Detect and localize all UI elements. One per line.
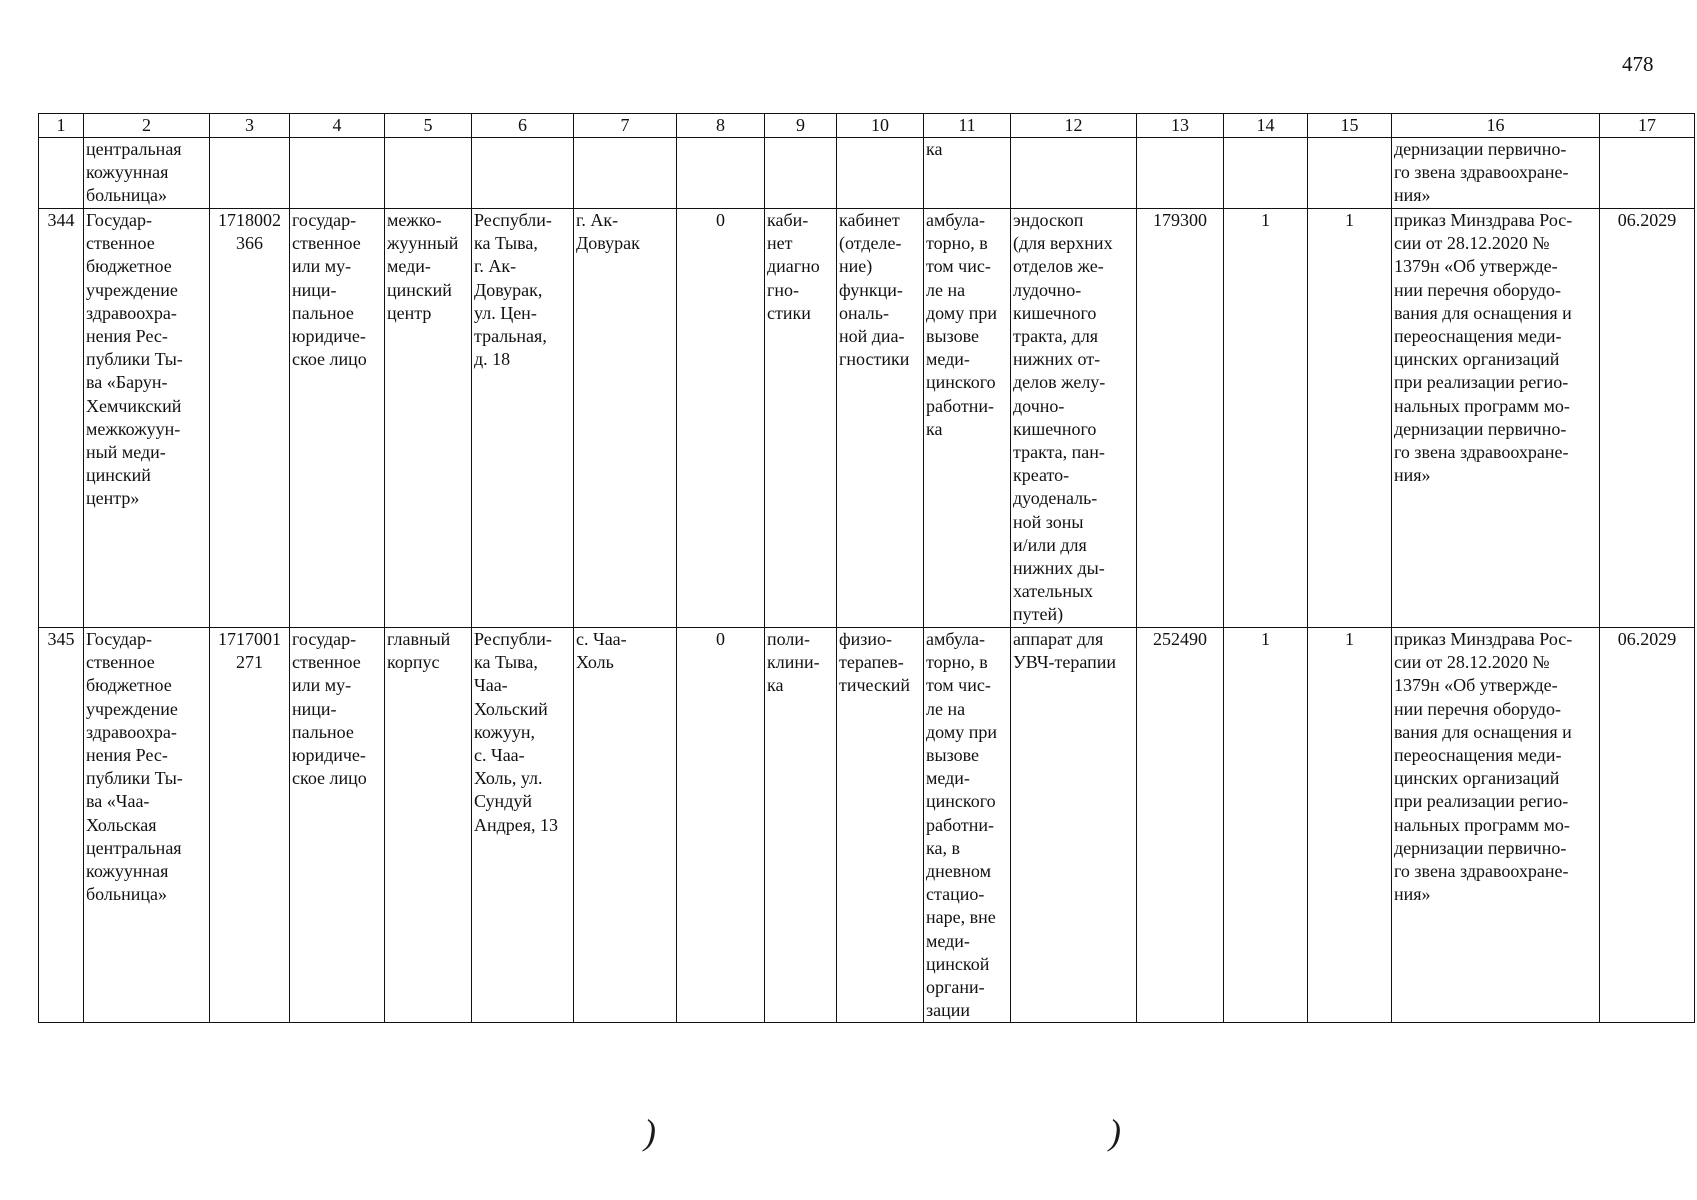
- cell-building: главный корпус: [385, 628, 472, 1023]
- cell-price: 179300: [1137, 209, 1224, 628]
- cell-empty: [574, 138, 677, 209]
- cell-empty: [385, 138, 472, 209]
- cell-quantity: 1: [1224, 628, 1308, 1023]
- cell-department: физио- терапев- тический: [837, 628, 924, 1023]
- cell-address: Республи- ка Тыва, г. Ак- Довурак, ул. Цен- тральная, д. 18: [472, 209, 574, 628]
- cell-organization-name: центральная кожуунная больница»: [84, 138, 210, 209]
- cell-empty: [39, 138, 84, 209]
- cell-service-conditions: амбула- торно, в том чис- ле на дому при вызове меди- цинского работни- ка, в дневном стацио- наре, вне меди- цинской органи- зации: [924, 628, 1011, 1023]
- cell-row-number: 344: [39, 209, 84, 628]
- cell-row-number: 345: [39, 628, 84, 1023]
- cell-organization-name: Государ- ственное бюджетное учреждение здравоохра- нения Рес- публики Ты- ва «Барун- Хемчикский межкожуун- ный меди- цинский центр»: [84, 209, 210, 628]
- cell-service-conditions: амбула- торно, в том чис- ле на дому при вызове меди- цинского работни- ка: [924, 209, 1011, 628]
- column-number: 16: [1392, 114, 1600, 138]
- column-number: 1: [39, 114, 84, 138]
- cell-equipment: эндоскоп (для верхних отделов же- лудочно- кишечного тракта, для нижних от- делов желу- дочно- кишечного тракта, пан- креато- дуоденаль- ной зоны и/или для нижних ды- хательных путей): [1011, 209, 1137, 628]
- cell-empty: [290, 138, 385, 209]
- handwritten-mark: ): [1109, 1112, 1121, 1152]
- cell-price: 252490: [1137, 628, 1224, 1023]
- cell-quantity: 1: [1308, 209, 1392, 628]
- cell-organization-name: Государ- ственное бюджетное учреждение здравоохра- нения Рес- публики Ты- ва «Чаа- Хольская центральная кожуунная больница»: [84, 628, 210, 1023]
- cell-empty: [1600, 138, 1695, 209]
- column-number: 2: [84, 114, 210, 138]
- column-number: 13: [1137, 114, 1224, 138]
- cell-service-conditions: ка: [924, 138, 1011, 209]
- column-number: 12: [1011, 114, 1137, 138]
- cell-empty: [210, 138, 290, 209]
- cell-legal-form: государ- ственное или му- ници- пальное юридиче- ское лицо: [290, 209, 385, 628]
- column-number: 7: [574, 114, 677, 138]
- cell-settlement: г. Ак- Довурак: [574, 209, 677, 628]
- cell-date: 06.2029: [1600, 209, 1695, 628]
- cell-inn: 1718002 366: [210, 209, 290, 628]
- column-number: 3: [210, 114, 290, 138]
- cell-unit: каби- нет диагно гно- стики: [765, 209, 837, 628]
- cell-empty: [1308, 138, 1392, 209]
- cell-building: межко- жуунный меди- цинский центр: [385, 209, 472, 628]
- table-row: [39, 628, 1695, 1023]
- column-number: 5: [385, 114, 472, 138]
- cell-empty: [472, 138, 574, 209]
- cell-inn: 1717001 271: [210, 628, 290, 1023]
- column-number: 10: [837, 114, 924, 138]
- column-number: 14: [1224, 114, 1308, 138]
- continuation-row: [39, 138, 1695, 209]
- column-number-row: [39, 114, 1695, 138]
- cell-address: Республи- ка Тыва, Чаа- Хольский кожуун, с. Чаа- Холь, ул. Сундуй Андрея, 13: [472, 628, 574, 1023]
- cell-quantity: 1: [1224, 209, 1308, 628]
- page-number: 478: [1622, 52, 1654, 76]
- cell-legal-basis: приказ Минздрава Рос- сии от 28.12.2020 № 1379н «Об утвержде- нии перечня оборудо- вания для оснащения и переоснащения меди- цинских организаций при реализации регио- нальных программ мо- дернизации первично- го звена здравоохране- ния»: [1392, 209, 1600, 628]
- cell-empty: [1224, 138, 1308, 209]
- cell-empty: [1011, 138, 1137, 209]
- equipment-table: [38, 113, 1695, 1023]
- cell-unit: поли- клини- ка: [765, 628, 837, 1023]
- handwritten-mark: ): [644, 1112, 656, 1152]
- cell-value: 0: [677, 209, 765, 628]
- cell-department: кабинет (отделе- ние) функци- ональ- ной диа- гностики: [837, 209, 924, 628]
- cell-settlement: с. Чаа- Холь: [574, 628, 677, 1023]
- column-number: 15: [1308, 114, 1392, 138]
- cell-legal-basis: приказ Минздрава Рос- сии от 28.12.2020 № 1379н «Об утвержде- нии перечня оборудо- вания для оснащения и переоснащения меди- цинских организаций при реализации регио- нальных программ мо- дернизации первично- го звена здравоохране- ния»: [1392, 628, 1600, 1023]
- cell-empty: [677, 138, 765, 209]
- cell-value: 0: [677, 628, 765, 1023]
- cell-empty: [765, 138, 837, 209]
- column-number: 9: [765, 114, 837, 138]
- table-row: [39, 209, 1695, 628]
- cell-empty: [1137, 138, 1224, 209]
- cell-quantity: 1: [1308, 628, 1392, 1023]
- cell-legal-basis: дернизации первично- го звена здравоохране- ния»: [1392, 138, 1600, 209]
- cell-empty: [837, 138, 924, 209]
- column-number: 17: [1600, 114, 1695, 138]
- cell-date: 06.2029: [1600, 628, 1695, 1023]
- cell-equipment: аппарат для УВЧ-терапии: [1011, 628, 1137, 1023]
- cell-legal-form: государ- ственное или му- ници- пальное юридиче- ское лицо: [290, 628, 385, 1023]
- column-number: 11: [924, 114, 1011, 138]
- column-number: 8: [677, 114, 765, 138]
- column-number: 4: [290, 114, 385, 138]
- column-number: 6: [472, 114, 574, 138]
